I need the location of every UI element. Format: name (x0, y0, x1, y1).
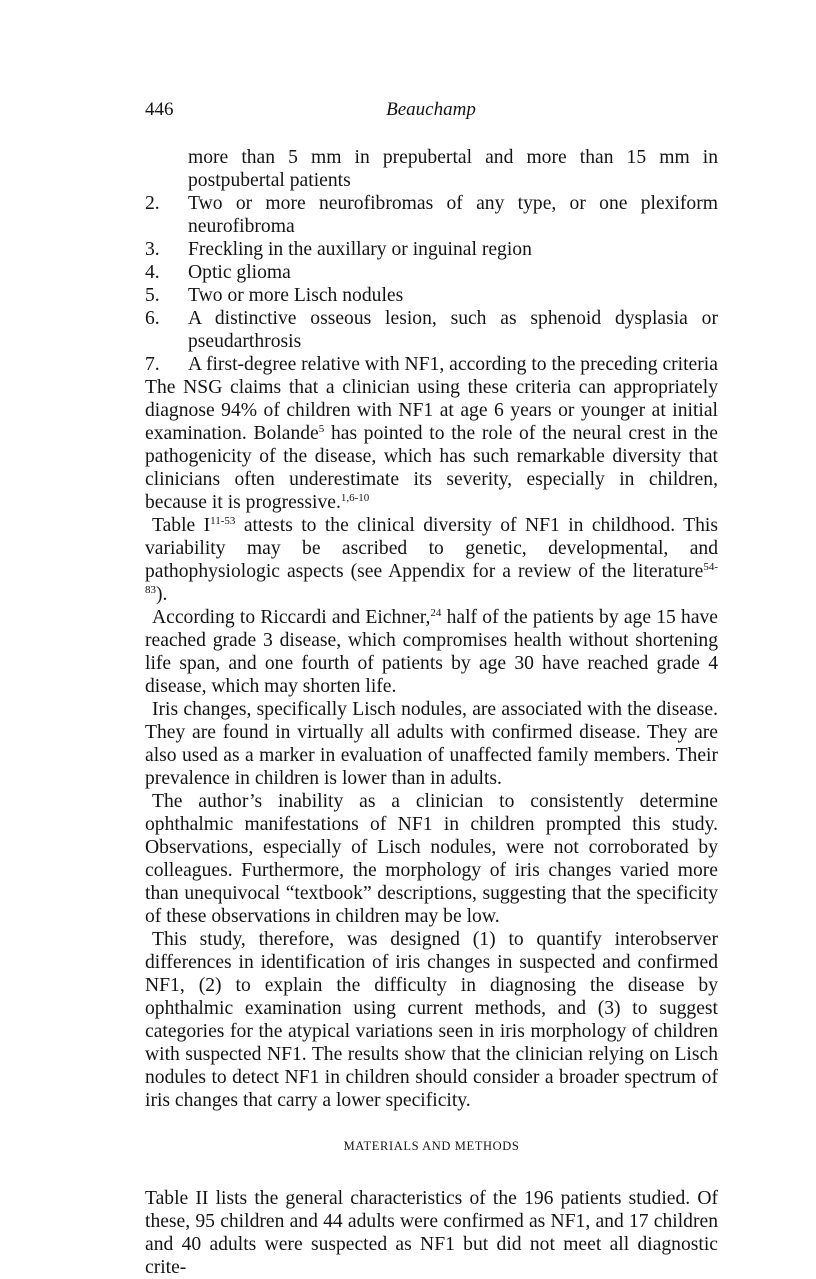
text-run: The NSG claims that a clinician using these criteria can appropriately diagnose 94% of children with NF1 at age 6 years or younger at initial examination. Bolande (145, 377, 718, 444)
criteria-list (145, 192, 718, 376)
criteria-text: Optic glioma (188, 262, 291, 283)
paragraph-riccardi (145, 606, 718, 698)
criteria-item-2 (145, 192, 718, 238)
reference-superscript: 54-83 (145, 561, 718, 596)
text-run: has pointed to the role of the neural crest in the pathogenicity of the disease, which has such remarkable diversity that clinicians often underestimate its severity, especially in children, because it is progressive. (145, 423, 718, 513)
paragraph-table-two: Table II lists the general characteristics of the 196 patients studied. Of these, 95 children and 44 adults were confirmed as NF1, and 17 children and 40 adults were suspected as NF1 but did not meet all diagnostic crite- (145, 1188, 718, 1278)
text-run: attests to the clinical diversity of NF1 in childhood. This variability may be ascribed to genetic, developmental, and pathophysiologic aspects (see Appendix for a review of the literature (145, 515, 718, 582)
criteria-number: 3. (145, 239, 160, 260)
criteria-text: A distinctive osseous lesion, such as sphenoid dysplasia or pseudarthrosis (188, 308, 718, 352)
criteria-item-7 (145, 353, 718, 376)
criteria-number: 7. (145, 354, 160, 375)
text-run: half of the patients by age 15 have reached grade 3 disease, which compromises health without shortening life span, and one fourth of patients by age 30 have reached grade 4 disease, which may shorten life. (145, 607, 719, 697)
criteria-text: Two or more Lisch nodules (188, 285, 404, 306)
paragraph-table-one (145, 514, 718, 606)
paragraph-study-design: This study, therefore, was designed (1) to quantify interobserver differences in identification of iris changes in suspected and confirmed NF1, (2) to explain the difficulty in diagnosing the disease by ophthalmic examination using current methods, and (3) to suggest categories for the atypical variations seen in iris morphology of children with suspected NF1. The results show that the clinician relying on Lisch nodules to detect NF1 in children should consider a broader spectrum of iris changes that carry a lower specificity. (145, 929, 718, 1111)
criteria-continuation: more than 5 mm in prepubertal and more than 15 mm in postpubertal patients (188, 147, 718, 191)
text-run: According to Riccardi and Eichner, (152, 607, 431, 628)
page-number: 446 (145, 99, 174, 120)
body-text (145, 146, 718, 1279)
criteria-number: 2. (145, 193, 160, 214)
criteria-text: A first-degree relative with NF1, according to the preceding criteria (188, 354, 718, 375)
criteria-text: Two or more neurofibromas of any type, or one plexiform neurofibroma (188, 193, 718, 237)
reference-superscript: 11-53 (210, 515, 236, 527)
text-run: ). (156, 584, 168, 605)
running-head: Beauchamp (386, 99, 476, 120)
section-heading: MATERIALS AND METHODS (343, 1139, 520, 1153)
paragraph-author-inability: The author’s inability as a clinician to consistently determine ophthalmic manifestations of NF1 in children prompted this study. Observations, especially of Lisch nodules, were not corroborated by colleagues. Furthermore, the morphology of iris changes varied more than unequivocal “textbook” descriptions, suggesting that the specificity of these observations in children may be low. (145, 791, 718, 927)
page-header (145, 98, 717, 124)
paragraph-iris-changes: Iris changes, specifically Lisch nodules, are associated with the disease. They are found in virtually all adults with confirmed disease. They are also used as a marker in evaluation of unaffected family members. Their prevalence in children is lower than in adults. (145, 699, 718, 789)
criteria-item-4 (145, 261, 718, 284)
criteria-item-6 (145, 307, 718, 353)
criteria-number: 5. (145, 285, 160, 306)
criteria-item-5 (145, 284, 718, 307)
criteria-number: 4. (145, 262, 160, 283)
paragraph-nsg (145, 376, 718, 514)
criteria-number: 6. (145, 308, 160, 329)
reference-superscript: 24 (430, 607, 442, 619)
criteria-item-3 (145, 238, 718, 261)
text-run: Table I (152, 515, 211, 536)
criteria-text: Freckling in the auxillary or inguinal region (188, 239, 532, 260)
reference-superscript: 5 (318, 423, 325, 435)
reference-superscript: 1,6-10 (340, 492, 370, 504)
